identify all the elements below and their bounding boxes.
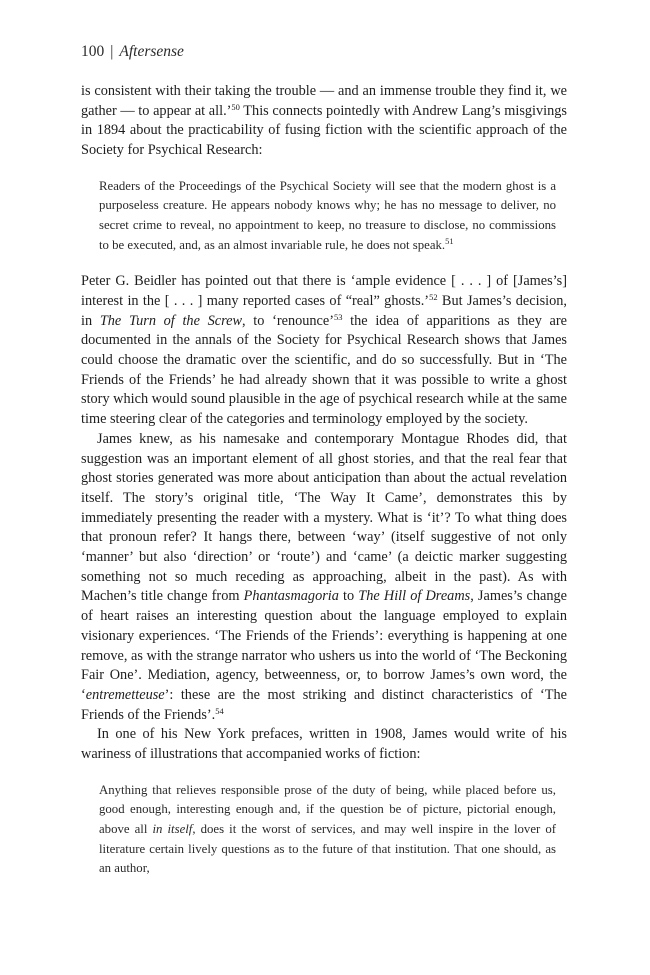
block-quote-text [99,177,556,255]
header-separator: | [110,43,114,60]
paragraph-4-text: In one of his New York prefaces, written in 1908, James would write of his wariness of illustrations that accompanied works of fiction: [81,726,567,763]
paragraph-4 [81,725,567,764]
paragraph-3-text-d: ’: these are the most striking and distinct characteristics of ‘The Friends of the Friends’. [81,686,567,723]
block-quote-lang [81,177,567,255]
emphasis-in-itself: in itself [152,821,193,836]
paragraph-2-text-d: the idea of apparitions as they are documented in the annals of the Society for Psychical Research shows that James could choose the dramatic over the scientific, and do so successfully. But in ‘The Friends of the Friends’ he had already shown that it was possible to write a ghost story which would sound plausible in the age of psychical research while at the same time steering clear of the categories and terminology employed by the society. [81,312,567,428]
paragraph-3-text-c: , James’s change of heart raises an interesting question about the language employed to explain visionary experiences. ‘The Friends of the Friends’: everything is happening at one remove, as with the strange narrator who ushers us into the world of ‘The Beckoning Fair One’. Mediation, agency, betweenness, or, to borrow James’s own word, the ‘ [81,588,567,703]
paragraph-2 [81,272,567,430]
block-quote-preface [81,781,567,879]
paragraph-3 [81,430,567,726]
paragraph-2-text-c: , to ‘renounce’ [242,312,334,329]
term-entremetteuse: entremetteuse [85,686,165,703]
block-quote-preface-text-a: Anything that relieves responsible prose of the duty of being, while placed before us, good enough, interesting enough and, if the question be of picture, pictorial enough, above all [99,782,556,836]
paragraph-1-text-a: is consistent with their taking the trouble — and an immense trouble they find it, we gather — to appear at all.’ [81,83,567,119]
footnote-ref-54: 54 [215,705,224,716]
running-head [81,42,567,62]
footnote-ref-50: 50 [231,101,240,112]
footnote-ref-53: 53 [334,311,343,322]
work-title-phantasmagoria: Phantasmagoria [243,588,339,605]
paragraph-3-text-a: James knew, as his namesake and contemporary Montague Rhodes did, that suggestion was an important element of all ghost stories, and that the real fear that ghost stories generated was more about anticipation than about the actual revelation itself. The story’s original title, ‘The Way It Came’, demonstrates this by immediately presenting the reader with a mystery. What is ‘it’? To what thing does that pronoun refer? It hangs there, between ‘way’ (itself suggestive of not only ‘manner’ but also ‘direction’ or ‘route’) and ‘came’ (a deictic marker suggesting something not so much receding as approaching, albeit in the past). As with Machen’s title change from [81,430,567,605]
page-number: 100 [81,43,105,60]
paragraph-3-text-b: to [338,588,359,605]
block-quote-preface-text [99,781,556,879]
paragraph-2-text-a: Peter G. Beidler has pointed out that there is ‘ample evidence [ . . . ] of [James’s] interest in the [ . . . ] many reported cases of “real” ghosts.’ [81,273,567,309]
footnote-ref-52: 52 [429,291,438,302]
block-quote-lang-text: Readers of the Proceedings of the Psychical Society will see that the modern ghost is a purposeless creature. He appears nobody knows why; he has no message to deliver, no secret crime to reveal, no appointment to keep, no treasure to disclose, no commissions to be executed, and, as an almost invariable rule, he does not speak. [99,178,556,252]
paragraph-1 [81,82,567,161]
paragraph-1-text-b: This connects pointedly with Andrew Lang’s misgivings in 1894 about the practicability of fusing fiction with the scientific approach of the Society for Psychical Research: [81,102,567,159]
body-text [81,82,567,879]
work-title-hill-of-dreams: The Hill of Dreams [358,588,471,605]
book-title: Aftersense [119,43,184,60]
footnote-ref-51: 51 [445,235,454,246]
book-page [81,42,567,896]
work-title-turn-of-the-screw: The Turn of the Screw [99,312,243,329]
block-quote-preface-text-b: , does it the worst of services, and may well inspire in the lover of literature certain lively questions as to the future of that institution. That one should, as an author, [99,821,556,876]
paragraph-2-text-b: But James’s decision, in [81,292,567,329]
